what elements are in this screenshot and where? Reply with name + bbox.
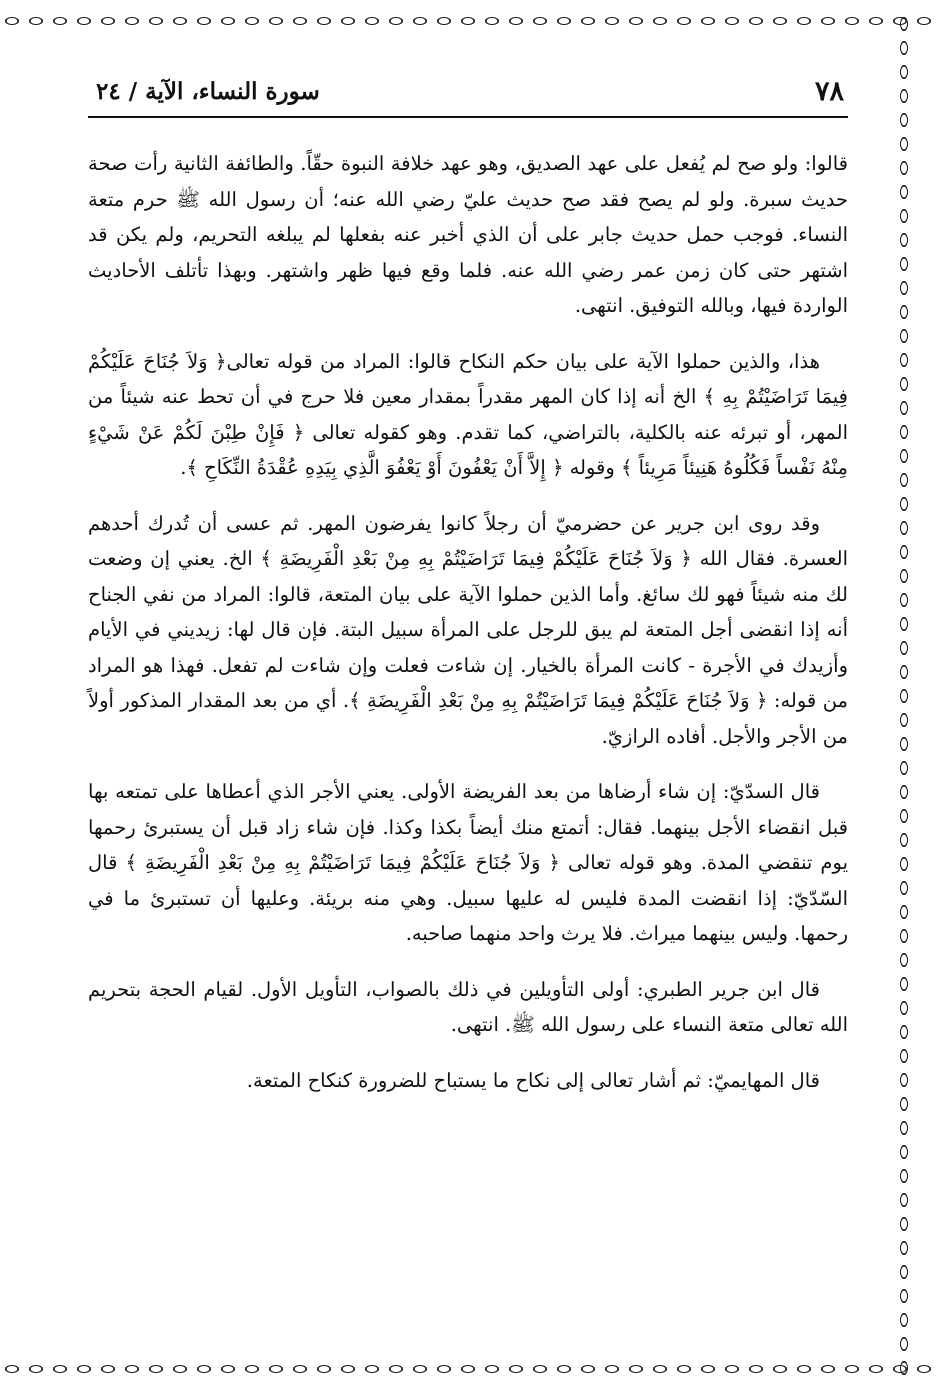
running-title: سورة النساء، الآية / ٢٤: [96, 78, 320, 105]
page-body: [88, 146, 848, 1098]
page-header: [88, 70, 848, 118]
decorative-border-top: [0, 12, 937, 30]
paragraph-3: وقد روى ابن جرير عن حضرميّ أن رجلاً كانوا يفرضون المهر. ثم عسى أن تُدرك أحدهم العسرة. فقال الله ﴿ وَلاَ جُنَاحَ عَلَيْكُمْ فِيمَا تَرَاضَيْتُمْ بِهِ مِنْ بَعْدِ الْفَرِيضَةِ ﴾ الخ. يعني إن وضعت لك منه شيئاً فهو لك سائغ. وأما الذين حملوا الآية على بيان المتعة، قالوا: المراد من نفي الجناح أنه إذا انقضى أجل المتعة لم يبق للرجل على المرأة سبيل البتة. فإن قال لها: زيديني في الأيام وأزيدك في الأجرة - كانت المرأة بالخيار. إن شاءت فعلت وإن شاءت لم تفعل. فهذا هو المراد من قوله: ﴿ وَلاَ جُنَاحَ عَلَيْكُمْ فِيمَا تَرَاضَيْتُمْ بِهِ مِنْ بَعْدِ الْفَرِيضَةِ ﴾. أي من بعد المقدار المذكور أولاً من الأجر والأجل. أفاده الرازيّ.: [88, 511, 848, 748]
paragraph-1: قالوا: ولو صح لم يُفعل على عهد الصديق، وهو عهد خلافة النبوة حقّاً. والطائفة الثانية رأت صحة حديث سبرة. ولو لم يصح فقد صح حديث عليّ رضي الله عنه؛ أن رسول الله ﷺ حرم متعة النساء. فوجب حمل حديث جابر على أن الذي أخبر عنه بفعلها لم يبلغه التحريم، ولم يكن قد اشتهر حتى كان زمن عمر رضي الله عنه. فلما وقع فيها ظهر واشتهر. وبهذا تأتلف الأحاديث الواردة فيها، وبالله التوفيق. انتهى.: [88, 152, 848, 317]
paragraph-4: قال السدّيّ: إن شاء أرضاها من بعد الفريضة الأولى. يعني الأجر الذي أعطاها على تمتعه بها قبل انقضاء الأجل بينهما. فقال: أتمتع منك أيضاً بكذا وكذا. فإن شاء زاد قبل أن يستبرئ رحمها يوم تنقضي المدة. وهو قوله تعالى ﴿ وَلاَ جُنَاحَ عَلَيْكُمْ فِيمَا تَرَاضَيْتُمْ بِهِ مِنْ بَعْدِ الْفَرِيضَةِ ﴾ قال السّدّيّ: إذا انقضت المدة فليس له عليها سبيل. وهي منه بريئة. وعليها أن تستبرئ ما في رحمها. وليس بينهما ميراث. فلا يرث واحد منهما صاحبه.: [88, 780, 848, 945]
book-page: [88, 70, 848, 1350]
decorative-border-bottom: [0, 1360, 937, 1378]
page-number: ٧٨: [814, 76, 844, 107]
paragraph-5: قال ابن جرير الطبري: أولى التأويلين في ذلك بالصواب، التأويل الأول. لقيام الحجة بتحريم الله تعالى متعة النساء على رسول الله ﷺ. انتهى.: [88, 977, 848, 1036]
paragraph-2: هذا، والذين حملوا الآية على بيان حكم النكاح قالوا: المراد من قوله تعالى﴿ وَلاَ جُنَاحَ عَلَيْكُمْ فِيمَا تَرَاضَيْتُمْ بِهِ ﴾ الخ أنه إذا كان المهر مقدراً بمقدار معين فلا حرج في أن تحط عنه شيئاً من المهر، أو تبرئه عنه بالكلية، بالتراضي، كما تقدم. وهو كقوله تعالى ﴿ فَإِنْ طِبْنَ لَكُمْ عَنْ شَيْءٍ مِنْهُ نَفْساً فَكُلُوهُ هَنِيئاً مَرِيئاً ﴾ وقوله ﴿ إِلاَّ أَنْ يَعْفُونَ أَوْ يَعْفُوَ الَّذِي بِيَدِهِ عُقْدَةُ النِّكَاحِ ﴾.: [88, 349, 848, 479]
decorative-border-right: [896, 12, 912, 1378]
paragraph-6: قال المهايميّ: ثم أشار تعالى إلى نكاح ما يستباح للضرورة كنكاح المتعة.: [246, 1068, 820, 1092]
